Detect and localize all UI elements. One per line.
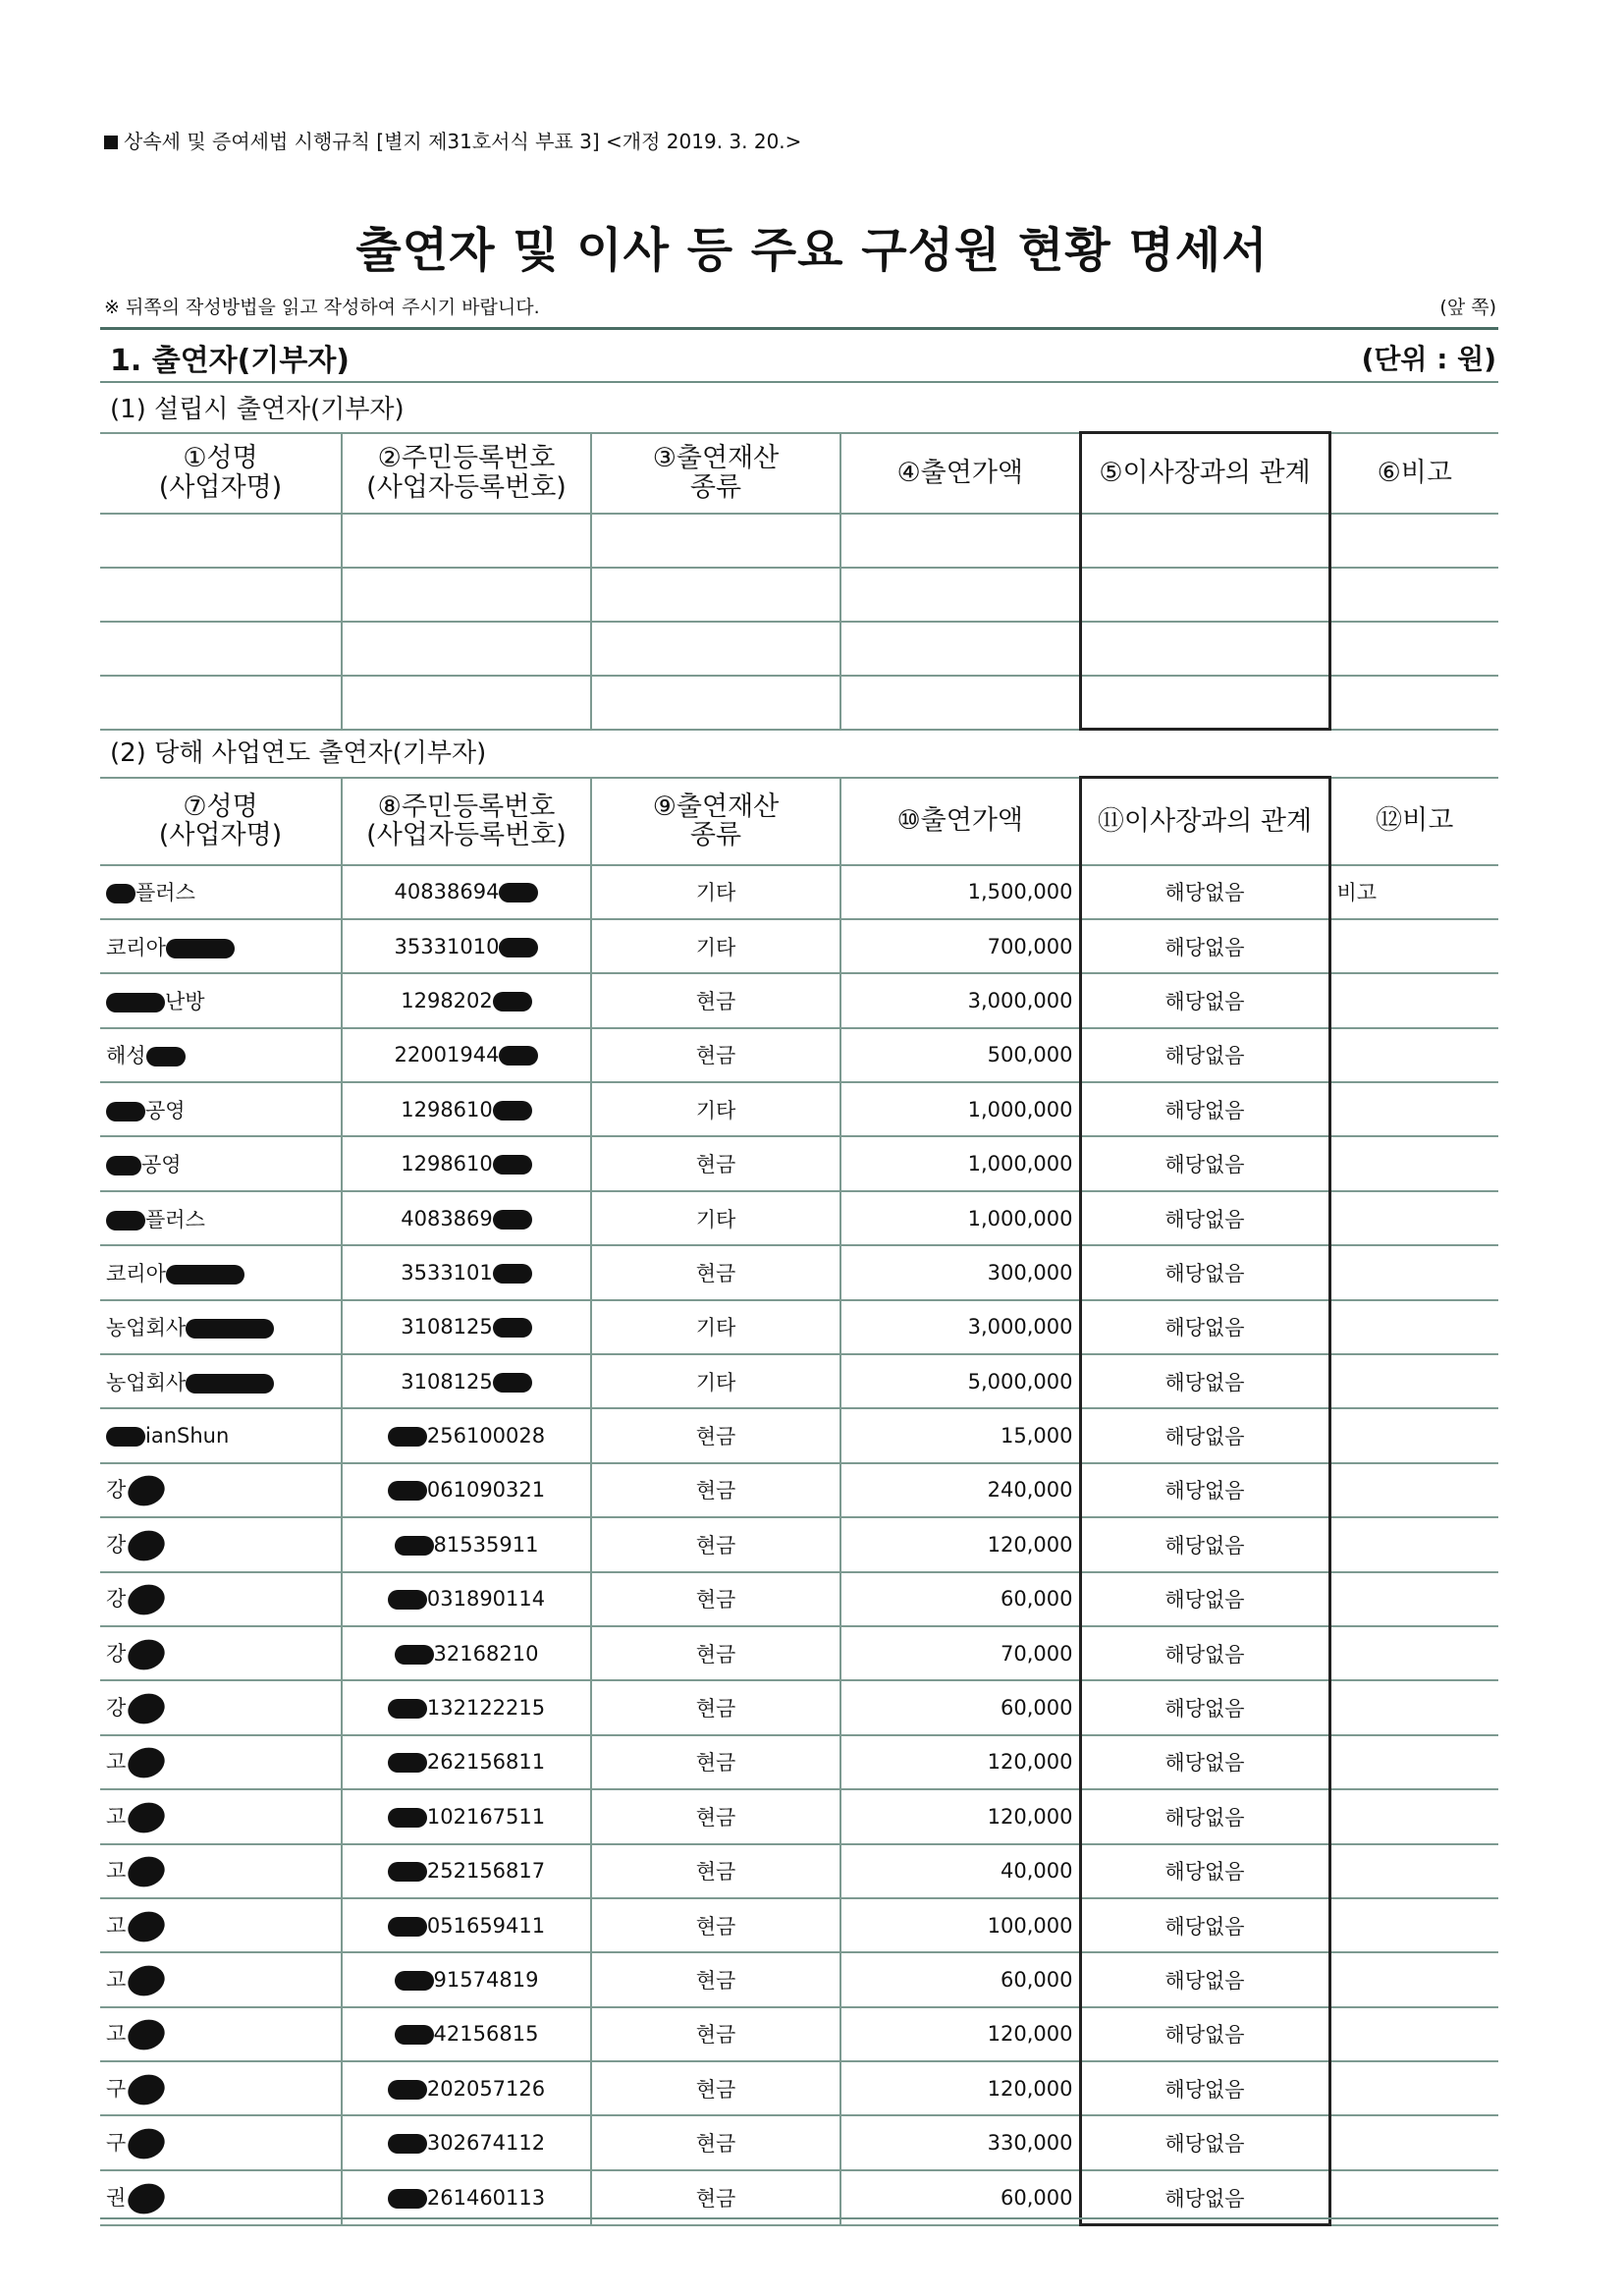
redaction-mark	[493, 1155, 532, 1175]
donor-name-cell	[100, 1735, 342, 1789]
divider	[100, 381, 1498, 383]
donor-id-cell	[342, 1136, 591, 1190]
donor-id-cell	[342, 973, 591, 1027]
donor-name: 강	[106, 1587, 127, 1612]
table-row	[100, 1680, 1498, 1734]
donor-name: 강	[106, 1532, 127, 1557]
donor-name-cell	[100, 1517, 342, 1571]
redaction-mark	[125, 2015, 169, 2054]
table-row	[100, 1952, 1498, 2006]
redaction-mark	[388, 1862, 427, 1882]
current-year-donors-table	[100, 776, 1498, 2226]
redaction-mark	[395, 2025, 434, 2045]
amount-cell: 60,000	[840, 1952, 1080, 2006]
donor-id: 81535911	[433, 1532, 539, 1557]
redaction-mark	[186, 1319, 274, 1339]
donor-name: 강	[106, 1641, 127, 1666]
amount-cell: 330,000	[840, 2115, 1080, 2169]
asset-type-cell: 기타	[591, 1082, 840, 1136]
note-cell	[1329, 1463, 1498, 1517]
donor-id: 102167511	[426, 1804, 546, 1829]
asset-type-cell: 현금	[591, 1789, 840, 1843]
relation-cell: 해당없음	[1080, 2170, 1329, 2225]
donor-name: 고	[106, 2022, 127, 2047]
donor-name: 고	[106, 1913, 127, 1938]
asset-type-cell: 현금	[591, 1735, 840, 1789]
table-row	[100, 1300, 1498, 1354]
donor-id: 302674112	[426, 2131, 546, 2156]
donor-name: 플러스	[145, 1207, 205, 1231]
redaction-mark	[493, 1210, 532, 1230]
redaction-mark	[146, 1047, 186, 1066]
table-row	[100, 865, 1498, 919]
asset-type-cell: 현금	[591, 2170, 840, 2225]
relation-cell: 해당없음	[1080, 2061, 1329, 2115]
donor-name-cell	[100, 1844, 342, 1898]
redaction-mark	[388, 2134, 427, 2154]
donor-name-cell	[100, 919, 342, 973]
note-cell	[1329, 1626, 1498, 1680]
donor-name: 강	[106, 1696, 127, 1721]
asset-type-cell: 기타	[591, 1300, 840, 1354]
redaction-mark	[125, 1526, 169, 1565]
table-row	[100, 1626, 1498, 1680]
donor-id: 051659411	[426, 1913, 546, 1938]
redaction-mark	[499, 938, 538, 957]
donor-name-cell	[100, 2007, 342, 2061]
donor-name-cell	[100, 1082, 342, 1136]
asset-type-cell: 기타	[591, 919, 840, 973]
amount-cell: 3,000,000	[840, 1300, 1080, 1354]
donor-name: 권	[106, 2185, 127, 2210]
subsection-1-title: (1) 설립시 출연자(기부자)	[110, 395, 405, 424]
donor-name-cell	[100, 1245, 342, 1299]
relation-cell: 해당없음	[1080, 1245, 1329, 1299]
asset-type-cell: 현금	[591, 1245, 840, 1299]
donor-id: 3533101	[401, 1260, 493, 1285]
donor-id-cell	[342, 1191, 591, 1245]
note-cell	[1329, 1517, 1498, 1571]
note-cell	[1329, 2007, 1498, 2061]
header-id: ⑧주민등록번호 (사업자등록번호)	[342, 778, 591, 865]
note-cell	[1329, 2115, 1498, 2169]
amount-cell: 700,000	[840, 919, 1080, 973]
amount-cell: 3,000,000	[840, 973, 1080, 1027]
table-row	[100, 2061, 1498, 2115]
amount-cell: 40,000	[840, 1844, 1080, 1898]
donor-name-cell	[100, 1680, 342, 1734]
table-row	[100, 1844, 1498, 1898]
donor-name-cell	[100, 1136, 342, 1190]
redaction-mark	[106, 993, 165, 1012]
redaction-mark	[493, 1318, 532, 1338]
asset-type-cell: 현금	[591, 1844, 840, 1898]
relation-cell: 해당없음	[1080, 1898, 1329, 1952]
amount-cell: 70,000	[840, 1626, 1080, 1680]
donor-id-cell	[342, 1354, 591, 1408]
donor-id-cell	[342, 1028, 591, 1082]
donor-name-cell	[100, 865, 342, 919]
note-cell	[1329, 1680, 1498, 1734]
amount-cell: 120,000	[840, 2061, 1080, 2115]
donor-name: 고	[106, 1859, 127, 1884]
header-note: ⑥비고	[1329, 433, 1498, 514]
note-cell: 비고	[1329, 865, 1498, 919]
donor-id-cell	[342, 1572, 591, 1626]
note-cell	[1329, 1408, 1498, 1462]
donor-name: 난방	[165, 989, 205, 1013]
donor-name-cell	[100, 1952, 342, 2006]
donor-id-cell	[342, 1898, 591, 1952]
donor-name: 농업회사	[106, 1370, 187, 1394]
asset-type-cell: 현금	[591, 1898, 840, 1952]
donor-name: 고	[106, 1750, 127, 1775]
unit-label: (단위 : 원)	[1361, 343, 1496, 375]
header-relation: ⑤이사장과의 관계	[1080, 433, 1329, 514]
amount-cell: 1,000,000	[840, 1082, 1080, 1136]
relation-cell: 해당없음	[1080, 1408, 1329, 1462]
relation-cell: 해당없음	[1080, 1789, 1329, 1843]
section-1-title: 1. 출연자(기부자)	[110, 344, 351, 378]
note-cell	[1329, 1354, 1498, 1408]
donor-id: 40838694	[394, 880, 500, 904]
header-id: ②주민등록번호 (사업자등록번호)	[342, 433, 591, 514]
donor-id-cell	[342, 1245, 591, 1299]
redaction-mark	[125, 1961, 169, 2000]
section-divider	[100, 327, 1498, 330]
redaction-mark	[166, 939, 235, 958]
note-cell	[1329, 1844, 1498, 1898]
donor-name-cell	[100, 1354, 342, 1408]
asset-type-cell: 현금	[591, 1517, 840, 1571]
asset-type-cell: 기타	[591, 1191, 840, 1245]
donor-name: 농업회사	[106, 1316, 187, 1340]
donor-id: 1298610	[401, 1097, 493, 1121]
header-relation: ⑪이사장과의 관계	[1080, 778, 1329, 865]
note-cell	[1329, 1028, 1498, 1082]
asset-type-cell: 현금	[591, 1952, 840, 2006]
donor-id-cell	[342, 1408, 591, 1462]
asset-type-cell: 현금	[591, 1626, 840, 1680]
donor-id: 132122215	[426, 1696, 546, 1721]
redaction-mark	[125, 1743, 169, 1782]
redaction-mark	[125, 1635, 169, 1674]
relation-cell: 해당없음	[1080, 1844, 1329, 1898]
redaction-mark	[493, 1264, 532, 1284]
amount-cell: 100,000	[840, 1898, 1080, 1952]
header-amount: ④출연가액	[840, 433, 1080, 514]
header-asset-type: ⑨출연재산 종류	[591, 778, 840, 865]
relation-cell: 해당없음	[1080, 1735, 1329, 1789]
asset-type-cell: 현금	[591, 2007, 840, 2061]
redaction-mark	[493, 1373, 532, 1393]
relation-cell: 해당없음	[1080, 865, 1329, 919]
founding-donors-table	[100, 431, 1498, 731]
relation-cell: 해당없음	[1080, 1191, 1329, 1245]
amount-cell: 120,000	[840, 2007, 1080, 2061]
header-asset-type: ③출연재산 종류	[591, 433, 840, 514]
donor-id-cell	[342, 1082, 591, 1136]
redaction-mark	[125, 1906, 169, 1945]
instruction-note: ※ 뒤쪽의 작성방법을 읽고 작성하여 주시기 바랍니다.	[104, 297, 540, 318]
header-note: ⑫비고	[1329, 778, 1498, 865]
redaction-mark	[388, 2189, 427, 2209]
redaction-mark	[395, 1645, 434, 1665]
redaction-mark	[388, 1590, 427, 1610]
note-cell	[1329, 1898, 1498, 1952]
donor-name: 강	[106, 1478, 127, 1503]
note-cell	[1329, 919, 1498, 973]
redaction-mark	[125, 1689, 169, 1728]
table-row	[100, 1408, 1498, 1462]
donor-name-cell	[100, 1572, 342, 1626]
header-name: ①성명 (사업자명)	[100, 433, 342, 514]
donor-id: 031890114	[426, 1587, 546, 1612]
asset-type-cell: 현금	[591, 1028, 840, 1082]
note-cell	[1329, 2061, 1498, 2115]
amount-cell: 300,000	[840, 1245, 1080, 1299]
table-row	[100, 919, 1498, 973]
donor-name: ianShun	[145, 1424, 230, 1449]
redaction-mark	[106, 1156, 141, 1175]
asset-type-cell: 현금	[591, 2115, 840, 2169]
donor-name: 공영	[141, 1153, 182, 1177]
redaction-mark	[388, 1753, 427, 1773]
redaction-mark	[125, 2124, 169, 2163]
table-row	[100, 1517, 1498, 1571]
relation-cell: 해당없음	[1080, 1952, 1329, 2006]
bottom-divider	[100, 2217, 1498, 2219]
donor-id: 202057126	[426, 2076, 546, 2101]
redaction-mark	[106, 884, 135, 903]
amount-cell: 5,000,000	[840, 1354, 1080, 1408]
donor-id-cell	[342, 1463, 591, 1517]
relation-cell: 해당없음	[1080, 2007, 1329, 2061]
redaction-mark	[125, 2070, 169, 2109]
donor-name: 구	[106, 2131, 127, 2156]
donor-name-cell	[100, 1898, 342, 1952]
redaction-mark	[388, 1481, 427, 1501]
redaction-mark	[388, 2080, 427, 2100]
note-cell	[1329, 1789, 1498, 1843]
relation-cell: 해당없음	[1080, 1463, 1329, 1517]
asset-type-cell: 기타	[591, 1354, 840, 1408]
asset-type-cell: 현금	[591, 1463, 840, 1517]
amount-cell: 500,000	[840, 1028, 1080, 1082]
redaction-mark	[388, 1699, 427, 1719]
asset-type-cell: 현금	[591, 973, 840, 1027]
donor-id-cell	[342, 1844, 591, 1898]
donor-id: 3108125	[401, 1315, 493, 1339]
redaction-mark	[125, 1580, 169, 1619]
note-cell	[1329, 1735, 1498, 1789]
page-side-label: (앞 쪽)	[1439, 297, 1496, 318]
form-reference-text: 상속세 및 증여세법 시행규칙 [별지 제31호서식 부표 3] <개정 2019. 3. 20.>	[124, 130, 802, 153]
relation-cell: 해당없음	[1080, 1300, 1329, 1354]
donor-id-cell	[342, 2007, 591, 2061]
relation-cell: 해당없음	[1080, 1680, 1329, 1734]
amount-cell: 120,000	[840, 1735, 1080, 1789]
donor-id-cell	[342, 1680, 591, 1734]
amount-cell: 60,000	[840, 1680, 1080, 1734]
donor-id-cell	[342, 1300, 591, 1354]
relation-cell: 해당없음	[1080, 1572, 1329, 1626]
table-row	[100, 1898, 1498, 1952]
relation-cell: 해당없음	[1080, 1354, 1329, 1408]
donor-id: 42156815	[433, 2022, 539, 2047]
donor-name-cell	[100, 1463, 342, 1517]
redaction-mark	[125, 1852, 169, 1891]
donor-name-cell	[100, 2115, 342, 2169]
table-row	[100, 1572, 1498, 1626]
donor-id: 256100028	[426, 1424, 546, 1449]
donor-id: 32168210	[433, 1641, 539, 1666]
donor-id: 35331010	[394, 934, 500, 958]
redaction-mark	[395, 1971, 434, 1991]
donor-id-cell	[342, 1626, 591, 1680]
note-cell	[1329, 1300, 1498, 1354]
note-cell	[1329, 1082, 1498, 1136]
table-row	[100, 1191, 1498, 1245]
note-cell	[1329, 1136, 1498, 1190]
redaction-mark	[106, 1427, 145, 1447]
donor-name-cell	[100, 1626, 342, 1680]
table-row	[100, 1789, 1498, 1843]
document-title: 출연자 및 이사 등 주요 구성원 현황 명세서	[355, 223, 1269, 278]
relation-cell: 해당없음	[1080, 1082, 1329, 1136]
donor-name-cell	[100, 1300, 342, 1354]
donor-name: 고	[106, 1968, 127, 1992]
relation-cell: 해당없음	[1080, 2115, 1329, 2169]
table-row	[100, 1735, 1498, 1789]
donor-name: 코리아	[106, 935, 166, 959]
table-row	[100, 2115, 1498, 2169]
donor-name-cell	[100, 1408, 342, 1462]
donor-name: 플러스	[135, 881, 195, 905]
redaction-mark	[125, 1798, 169, 1837]
donor-name-cell	[100, 1028, 342, 1082]
amount-cell: 60,000	[840, 1572, 1080, 1626]
table-row	[100, 973, 1498, 1027]
amount-cell: 60,000	[840, 2170, 1080, 2225]
asset-type-cell: 현금	[591, 1680, 840, 1734]
donor-name: 공영	[145, 1098, 186, 1122]
asset-type-cell: 기타	[591, 865, 840, 919]
redaction-mark	[388, 1808, 427, 1828]
donor-id-cell	[342, 1952, 591, 2006]
donor-id-cell	[342, 1735, 591, 1789]
donor-id-cell	[342, 865, 591, 919]
note-cell	[1329, 1245, 1498, 1299]
redaction-mark	[125, 2179, 169, 2218]
redaction-mark	[125, 1471, 169, 1510]
donor-id: 3108125	[401, 1369, 493, 1394]
donor-id: 22001944	[394, 1043, 500, 1067]
form-reference	[104, 126, 801, 154]
amount-cell: 240,000	[840, 1463, 1080, 1517]
asset-type-cell: 현금	[591, 1572, 840, 1626]
donor-name-cell	[100, 1789, 342, 1843]
note-cell	[1329, 1952, 1498, 2006]
relation-cell: 해당없음	[1080, 1517, 1329, 1571]
redaction-mark	[186, 1374, 274, 1394]
donor-id: 1298202	[401, 988, 493, 1012]
asset-type-cell: 현금	[591, 1408, 840, 1462]
donor-id-cell	[342, 1517, 591, 1571]
asset-type-cell: 현금	[591, 1136, 840, 1190]
redaction-mark	[106, 1102, 145, 1121]
redaction-mark	[395, 1536, 434, 1556]
header-amount: ⑩출연가액	[840, 778, 1080, 865]
table-row	[100, 1463, 1498, 1517]
relation-cell: 해당없음	[1080, 919, 1329, 973]
amount-cell: 1,000,000	[840, 1191, 1080, 1245]
table-row	[100, 1028, 1498, 1082]
donor-name: 고	[106, 1804, 127, 1829]
donor-name: 해성	[106, 1044, 146, 1068]
donor-id-cell	[342, 1789, 591, 1843]
donor-name-cell	[100, 2061, 342, 2115]
square-bullet-icon	[104, 136, 118, 149]
donor-id: 061090321	[426, 1478, 546, 1503]
donor-id: 4083869	[401, 1206, 493, 1230]
donor-name-cell	[100, 1191, 342, 1245]
donor-name: 코리아	[106, 1261, 166, 1285]
note-cell	[1329, 1191, 1498, 1245]
table-row	[100, 1136, 1498, 1190]
note-cell	[1329, 973, 1498, 1027]
asset-type-cell: 현금	[591, 2061, 840, 2115]
relation-cell: 해당없음	[1080, 1136, 1329, 1190]
note-cell	[1329, 1572, 1498, 1626]
donor-id: 252156817	[426, 1859, 546, 1884]
amount-cell: 1,500,000	[840, 865, 1080, 919]
redaction-mark	[166, 1265, 244, 1285]
redaction-mark	[499, 1046, 538, 1066]
donor-id-cell	[342, 919, 591, 973]
donor-id-cell	[342, 2061, 591, 2115]
donor-id-cell	[342, 2115, 591, 2169]
header-name: ⑦성명 (사업자명)	[100, 778, 342, 865]
redaction-mark	[493, 992, 532, 1011]
amount-cell: 15,000	[840, 1408, 1080, 1462]
table-row	[100, 2007, 1498, 2061]
donor-id: 91574819	[433, 1968, 539, 1992]
table-row	[100, 1245, 1498, 1299]
amount-cell: 120,000	[840, 1517, 1080, 1571]
redaction-mark	[493, 1101, 532, 1121]
relation-cell: 해당없음	[1080, 973, 1329, 1027]
donor-name-cell	[100, 973, 342, 1027]
redaction-mark	[499, 883, 538, 902]
redaction-mark	[388, 1917, 427, 1937]
redaction-mark	[388, 1427, 427, 1447]
table-row	[100, 1082, 1498, 1136]
donor-id: 262156811	[426, 1750, 546, 1775]
donor-name: 구	[106, 2076, 127, 2101]
donor-id: 1298610	[401, 1152, 493, 1176]
subsection-2-title: (2) 당해 사업연도 출연자(기부자)	[110, 738, 487, 768]
table-row	[100, 1354, 1498, 1408]
relation-cell: 해당없음	[1080, 1028, 1329, 1082]
amount-cell: 120,000	[840, 1789, 1080, 1843]
donor-id: 261460113	[426, 2185, 546, 2210]
relation-cell: 해당없음	[1080, 1626, 1329, 1680]
redaction-mark	[106, 1211, 145, 1230]
amount-cell: 1,000,000	[840, 1136, 1080, 1190]
